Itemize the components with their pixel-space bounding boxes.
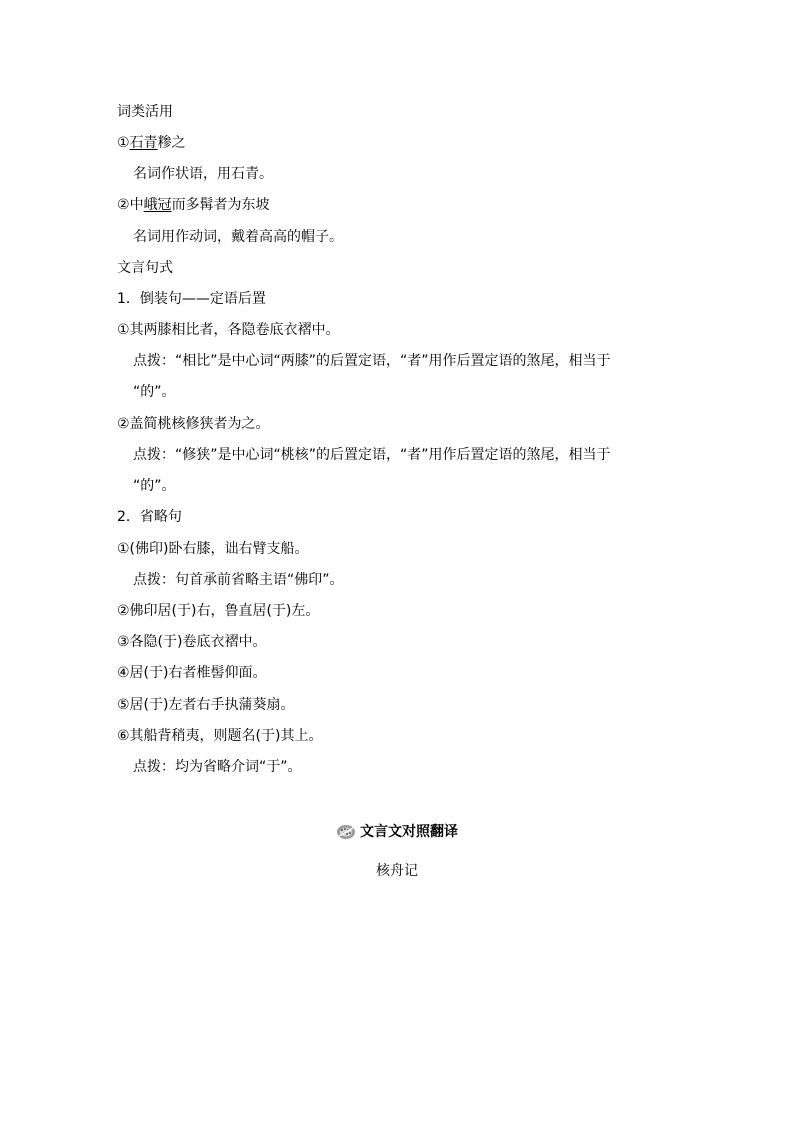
- ellipsis-note-2: 点拨：均为省略介词“于”。: [133, 759, 302, 775]
- ellipsis-example-2: ②佛印居(于)右，鲁直居(于)左。: [117, 603, 320, 619]
- section-2-title: 2．省略句: [117, 509, 182, 525]
- word-use-example-2: [117, 196, 270, 214]
- item-number: ②: [117, 197, 130, 213]
- translation-section-header: [0, 822, 794, 844]
- ellipsis-note-1: 点拨：句首承前省略主语“佛印”。: [133, 572, 344, 588]
- ellipsis-example-1: ①(佛印)卧右膝，诎右臂支船。: [117, 541, 309, 557]
- heading-sentence-patterns: 文言句式: [117, 260, 173, 276]
- inversion-example-2: ②盖简桃核修狭者为之。: [117, 416, 270, 432]
- ellipsis-example-3: ③各隐(于)卷底衣褶中。: [117, 634, 267, 650]
- translation-title-group: [336, 822, 458, 842]
- section-1-title: 1．倒装句——定语后置: [117, 291, 266, 307]
- inversion-example-1: ①其两膝相比者，各隐卷底衣褶中。: [117, 322, 340, 338]
- word-use-note-1: 名词作状语，用石青。: [133, 166, 273, 182]
- example-rest: 而多髯者为东坡: [171, 197, 270, 213]
- example-prefix: 中: [129, 197, 144, 213]
- translation-title: 文言文对照翻译: [360, 824, 458, 840]
- word-use-note-2: 名词用作动词，戴着高高的帽子。: [133, 229, 343, 245]
- item-number: ①: [117, 135, 130, 151]
- heading-word-use: 词类活用: [117, 104, 173, 120]
- example-rest: 糁之: [157, 135, 186, 151]
- inversion-note-1-line-1: 点拨：“相比”是中心词“两膝”的后置定语，“者”用作后置定语的煞尾，相当于: [133, 353, 611, 369]
- underlined-term: 石青: [129, 135, 158, 151]
- inversion-note-2-line-2: “的”。: [133, 478, 176, 494]
- translation-subtitle: 核舟记: [376, 863, 418, 879]
- inversion-note-2-line-1: 点拨：“修狭”是中心词“桃核”的后置定语，“者”用作后置定语的煞尾，相当于: [133, 447, 611, 463]
- dotted-globe-icon: [336, 824, 356, 840]
- ellipsis-example-6: ⑥其船背稍夷，则题名(于)其上。: [117, 728, 323, 744]
- ellipsis-example-5: ⑤居(于)左者右手执蒲葵扇。: [117, 697, 295, 713]
- ellipsis-example-4: ④居(于)右者椎髻仰面。: [117, 665, 267, 681]
- inversion-note-1-line-2: “的”。: [133, 384, 176, 400]
- underlined-term: 峨冠: [143, 197, 172, 213]
- word-use-example-1: [117, 134, 186, 152]
